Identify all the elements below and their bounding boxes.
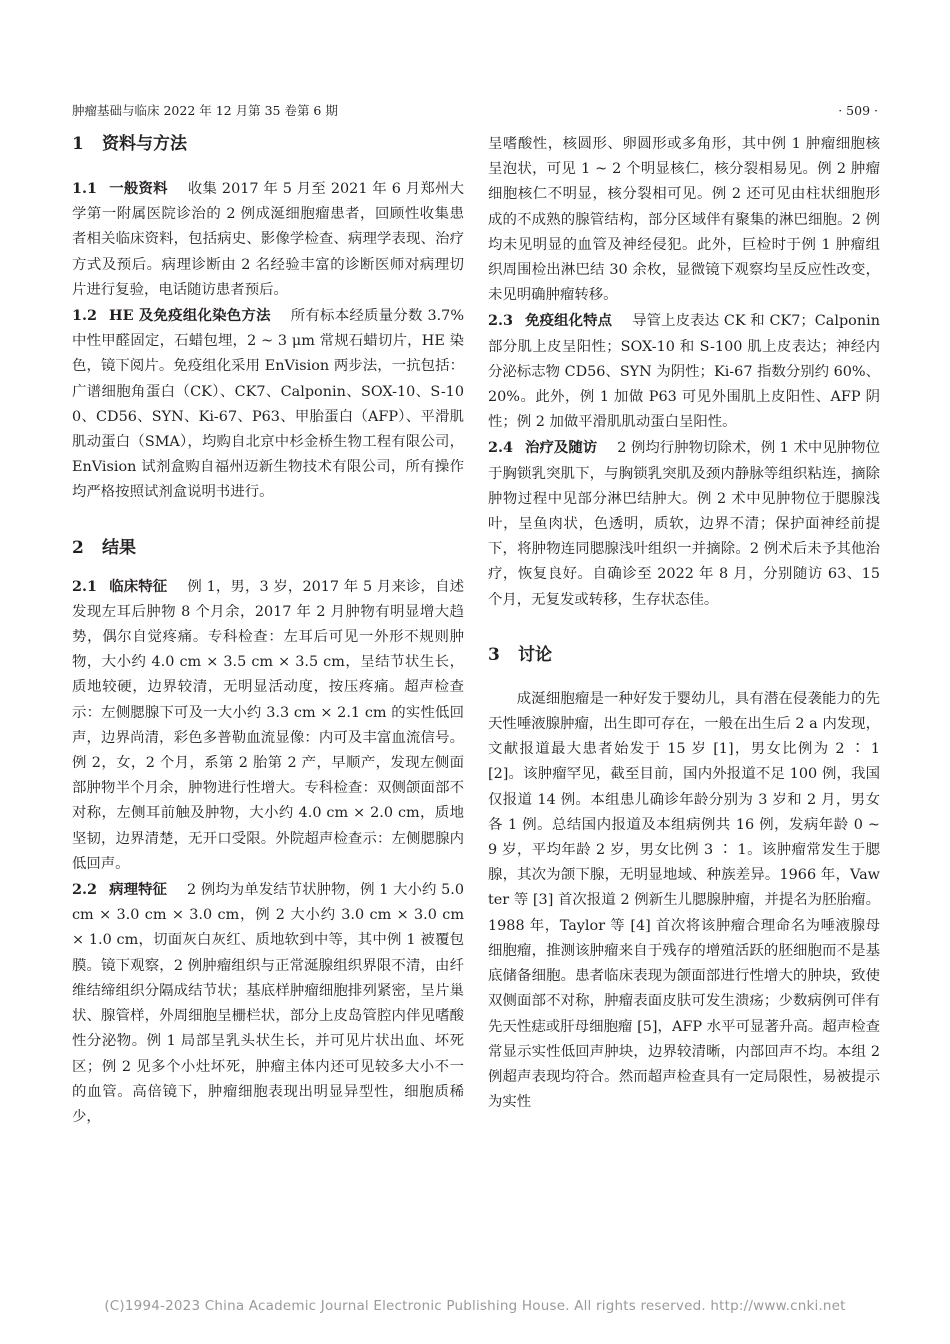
subsection-2-1	[72, 574, 464, 877]
discussion-paragraph: 成涎细胞瘤是一种好发于婴幼儿，具有潜在侵袭能力的先天性唾液腺肿瘤，出生即可存在，一般在出生后 2 a 内发现，文献报道最大患者始发于 15 岁 [1]，男女比例为 2 ∶ 1 [2]。该肿瘤罕见，截至目前，国内外报道不足 100 例，我国仅报道 14 例。本组患儿确诊年龄分别为 3 岁和 2 月，男女各 1 例。总结国内报道及本组病例共 16 例，发病年龄 0 ~ 9 岁，平均年龄 2 岁，男女比例 3 ∶ 1。该肿瘤常发生于腮腺，其次为颌下腺，无明显地域、种族差异。1966 年，Vawter 等 [3] 首次报道 2 例新生儿腮腺肿瘤，并提名为胚胎瘤。1988 年，Taylor 等 [4] 首次将该肿瘤合理命名为唾液腺母细胞瘤，推测该肿瘤来自于残存的增殖活跃的胚细胞而不是基底储备细胞。患者临床表现为颌面部进行性增大的肿块，致使双侧面部不对称，肿瘤表面皮肤可发生溃疡；少数病例可伴有先天性痣或肝母细胞瘤 [5]，AFP 水平可显著升高。超声检查常显示实性低回声肿块，边界较清晰，内部回声不均。本组 2 例超声表现均符合。然而超声检查具有一定局限性，易被提示为实性	[488, 690, 880, 1111]
section-number: 2	[72, 537, 84, 558]
subsection-title: 病理特征	[109, 881, 168, 899]
section-title: 资料与方法	[102, 134, 187, 154]
subsection-number: 2.2	[72, 881, 98, 899]
subsection-title: 治疗及随访	[525, 439, 598, 457]
subsection-number: 1.1	[72, 180, 98, 197]
paragraph-text: 2 例均为单发结节状肿物，例 1 大小约 5.0 cm × 3.0 cm × 3.0 cm，例 2 大小约 3.0 cm × 3.0 cm × 1.0 cm，切面灰白灰红、质地软到中等，其中例 1 被覆包膜。镜下观察，2 例肿瘤组织与正常涎腺组织界限不清，由纤维结缔组织分隔成结节状；基底样肿瘤细胞排列紧密，呈片巢状、腺管样，外周细胞呈栅栏状，部分上皮岛管腔内伴见嗜酸性分泌物。例 1 局部呈乳头状生长，并可见片状出血、坏死区；例 2 见多个小灶坏死，肿瘤主体内还可见较多大小不一的血管。高倍镜下，肿瘤细胞表现出明显异型性，细胞质稀少，	[72, 882, 464, 1125]
subsection-2-2	[72, 877, 464, 1130]
section-3-heading	[488, 643, 880, 667]
section-2-heading	[72, 536, 464, 560]
subsection-2-4	[488, 435, 880, 612]
paragraph-text: 导管上皮表达 CK 和 CK7；Calponin 部分肌上皮呈阳性；SOX-10 和 S-100 肌上皮表达；神经内分泌标志物 CD56、SYN 为阴性；Ki-67 指数分别约 60%、20%。此外，例 1 加做 P63 可见外围肌上皮阳性、AFP 阴性；例 2 加做平滑肌肌动蛋白呈阳性。	[488, 313, 880, 431]
section-title: 结果	[102, 537, 136, 558]
running-header	[72, 102, 878, 120]
subsection-number: 2.4	[488, 439, 514, 457]
subsection-title: 一般资料	[109, 180, 168, 197]
subsection-1-2	[72, 303, 464, 506]
continued-paragraph: 呈嗜酸性，核圆形、卵圆形或多角形，其中例 1 肿瘤细胞核呈泡状，可见 1 ~ 2 个明显核仁，核分裂相易见。例 2 肿瘤细胞核仁不明显，核分裂相可见。例 2 还可见由柱状细胞形成的不成熟的腺管结构，部分区域伴有聚集的淋巴细胞。2 例均未见明显的血管及神经侵犯。此外，巨检时于例 1 肿瘤组织周围检出淋巴结 30 余枚，显微镜下观察均呈反应性改变，未见明确肿瘤转移。	[488, 136, 880, 304]
subsection-number: 1.2	[72, 307, 98, 325]
section-1-heading	[72, 132, 464, 156]
subsection-2-3	[488, 308, 880, 435]
right-column	[488, 132, 880, 1115]
subsection-number: 2.3	[488, 312, 514, 330]
paragraph-text: 所有标本经质量分数 3.7% 中性甲醛固定，石蜡包埋，2 ~ 3 μm 常规石蜡切片，HE 染色，镜下阅片。免疫组化采用 EnVision 两步法，一抗包括：广谱细胞角蛋白（CK）、CK7、Calponin、SOX-10、S-100、CD56、SYN、Ki-67、P63、甲胎蛋白（AFP）、平滑肌肌动蛋白（SMA），均购自北京中杉金桥生物工程有限公司，EnVision 试剂盒购自福州迈新生物技术有限公司，所有操作均严格按照试剂盒说明书进行。	[72, 308, 465, 501]
section-title: 讨论	[518, 644, 552, 665]
copyright-footer: (C)1994-2023 China Academic Journal Electronic Publishing House. All rights reserved. http://www.cnki.net	[104, 1298, 846, 1314]
subsection-title: HE 及免疫组化染色方法	[109, 307, 271, 325]
paragraph-text: 2 例均行肿物切除术，例 1 术中见肿物位于胸锁乳突肌下，与胸锁乳突肌及颈内静脉等组织粘连，摘除肿物过程中见部分淋巴结肿大。例 2 术中见肿物位于腮腺浅叶，呈鱼肉状，色透明，质软，边界不清；保护面神经前提下，将肿物连同腮腺浅叶组织一并摘除。2 例术后未予其他治疗，恢复良好。自确诊至 2022 年 8 月，分别随访 63、15 个月，无复发或转移，生存状态佳。	[488, 440, 880, 608]
section-number: 3	[488, 644, 500, 665]
page-number: · 509 ·	[838, 103, 878, 118]
section-number: 1	[72, 134, 84, 154]
left-column	[72, 132, 464, 1130]
subsection-title: 免疫组化特点	[525, 312, 613, 330]
journal-info: 肿瘤基础与临床 2022 年 12 月第 35 卷第 6 期	[72, 103, 338, 118]
paragraph-text: 收集 2017 年 5 月至 2021 年 6 月郑州大学第一附属医院诊治的 2 例成涎细胞瘤患者，回顾性收集患者相关临床资料，包括病史、影像学检查、病理学表现、治疗方式及预后。病理诊断由 2 名经验丰富的诊断医师对病理切片进行复验，电话随访患者预后。	[72, 181, 464, 298]
subsection-1-1	[72, 176, 464, 303]
subsection-title: 临床特征	[109, 577, 168, 595]
paragraph-text: 例 1，男，3 岁，2017 年 5 月来诊，自述发现左耳后肿物 8 个月余，2017 年 2 月肿物有明显增大趋势，偶尔自觉疼痛。专科检查：左耳后可见一外形不规则肿物，大小约 4.0 cm × 3.5 cm × 3.5 cm，呈结节状生长，质地较硬，边界较清，无明显活动度，按压疼痛。超声检查示：左侧腮腺下可及一大小约 3.3 cm × 2.1 cm 的实性低回声，边界尚清，彩色多普勒血流显像：内可及丰富血流信号。例 2，女，2 个月，系第 2 胎第 2 产，早顺产，发现左侧面部肿物半个月余，肿物进行性增大。专科检查：双侧颌面部不对称，左侧耳前触及肿物，大小约 4.0 cm × 2.0 cm，质地坚韧，边界清楚，无开口受限。外院超声检查示：左侧腮腺内低回声。	[72, 578, 464, 872]
subsection-number: 2.1	[72, 577, 98, 595]
